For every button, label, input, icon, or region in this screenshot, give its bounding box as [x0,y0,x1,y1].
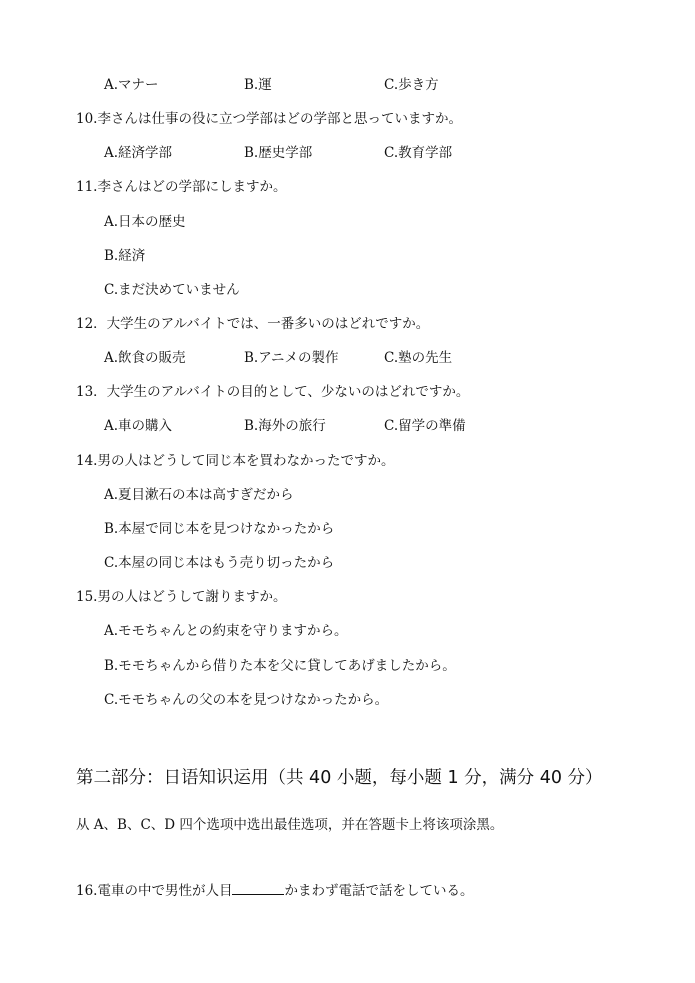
q16-question [76,882,473,900]
section2-instruction: 从 A、B、C、D 四个选项中选出最佳选项，并在答题卡上将该项涂黑。 [76,817,504,833]
q15-option-a: A.モモちゃんとの約束を守りますから。 [104,623,348,639]
q13-options [104,417,604,435]
q9-option-a: A.マナー [104,77,159,93]
q14-option-a: A.夏目漱石の本は高すぎだから [104,487,294,503]
q14-option-b: B.本屋で同じ本を見つけなかったから [104,521,335,537]
section2-heading: 第二部分：日语知识运用（共 40 小题，每小题 1 分，满分 40 分） [76,768,603,788]
q11-option-c: C.まだ決めていません [104,282,240,298]
q15-question: 15.男の人はどうして謝りますか。 [76,589,287,605]
q10-options [104,144,604,162]
q9-option-c: C.歩き方 [384,77,439,93]
q10-option-b: B.歴史学部 [244,145,313,161]
q15-option-c: C.モモちゃんの父の本を見つけなかったから。 [104,692,389,708]
q13-option-a: A.車の購入 [104,418,173,434]
q11-question: 11.李さんはどの学部にしますか。 [76,179,287,195]
q9-option-b: B.運 [244,77,272,93]
q11-option-a: A.日本の歴史 [104,214,186,230]
q10-option-a: A.経済学部 [104,145,173,161]
q12-option-a: A.飲食の販売 [104,350,186,366]
q10-option-c: C.教育学部 [384,145,453,161]
q16-answer-blank [232,882,284,895]
q9-options [104,76,604,94]
q10-question: 10.李さんは仕事の役に立つ学部はどの学部と思っていますか。 [76,111,462,127]
q14-option-c: C.本屋の同じ本はもう売り切ったから [104,555,335,571]
q11-option-b: B.経済 [104,248,146,264]
q13-option-b: B.海外の旅行 [244,418,326,434]
q15-option-b: B.モモちゃんから借りた本を父に貸してあげましたから。 [104,658,456,674]
q12-option-b: B.アニメの製作 [244,350,339,366]
q16-text-after: かまわず電話で話をしている。 [284,883,474,899]
q13-question: 13．大学生のアルバイトの目的として、少ないのはどれですか。 [76,384,470,400]
q12-question: 12．大学生のアルバイトでは、一番多いのはどれですか。 [76,316,430,332]
q12-option-c: C.塾の先生 [384,350,453,366]
q13-option-c: C.留学の準備 [384,418,466,434]
q16-text-before: 16.電車の中で男性が人目 [76,883,233,899]
q14-question: 14.男の人はどうして同じ本を買わなかったですか。 [76,453,395,469]
q12-options [104,349,604,367]
